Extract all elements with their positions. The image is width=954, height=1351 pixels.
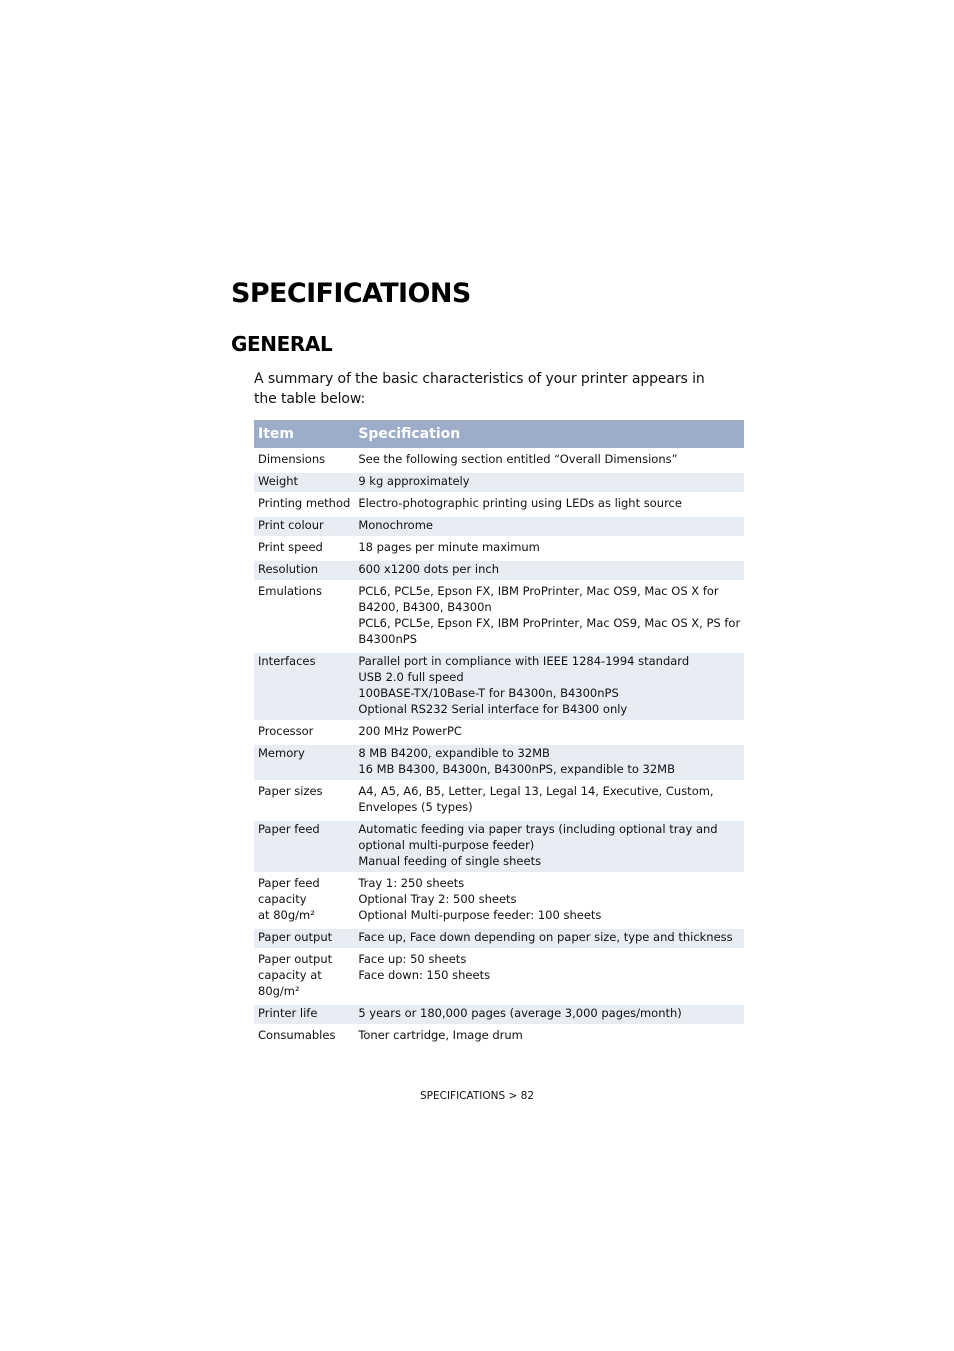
specifications-table: [254, 420, 744, 1046]
specification-text: Optional RS232 Serial interface for B4300 only: [358, 702, 628, 716]
specification-text: Monochrome: [358, 518, 433, 532]
specification-cell: [354, 1026, 744, 1047]
item-text: Print speed: [258, 540, 323, 554]
specification-text: Envelopes (5 types): [358, 800, 473, 814]
item-cell: [254, 744, 354, 782]
specification-cell: [354, 722, 744, 744]
table-row: [254, 538, 744, 560]
specification-text: Automatic feeding via paper trays (including optional tray and: [358, 822, 718, 836]
page-title: SPECIFICATIONS: [231, 278, 471, 309]
specification-text: Face up: 50 sheets: [358, 952, 467, 966]
specification-cell: [354, 1004, 744, 1026]
specification-text: Optional Tray 2: 500 sheets: [358, 892, 517, 906]
table-row: [254, 450, 744, 472]
specification-text: See the following section entitled “Overall Dimensions”: [358, 452, 678, 466]
table-row: [254, 744, 744, 782]
specification-cell: [354, 652, 744, 722]
section-heading: GENERAL: [231, 332, 333, 356]
item-text: at 80g/m²: [258, 908, 315, 922]
table-header-row: [254, 420, 744, 450]
item-cell: [254, 652, 354, 722]
item-text: Printing method: [258, 496, 351, 510]
specification-cell: [354, 744, 744, 782]
specification-text: USB 2.0 full speed: [358, 670, 464, 684]
specification-cell: [354, 928, 744, 950]
item-text: Paper output: [258, 952, 333, 966]
item-text: Memory: [258, 746, 305, 760]
item-text: Paper sizes: [258, 784, 323, 798]
table-row: [254, 874, 744, 928]
specification-text: Face up, Face down depending on paper size, type and thickness: [358, 930, 733, 944]
item-text: 80g/m²: [258, 984, 300, 998]
item-cell: [254, 928, 354, 950]
specification-text: Electro-photographic printing using LEDs as light source: [358, 496, 682, 510]
item-cell: [254, 516, 354, 538]
specification-text: Face down: 150 sheets: [358, 968, 491, 982]
specification-cell: [354, 538, 744, 560]
specification-text: A4, A5, A6, B5, Letter, Legal 13, Legal 14, Executive, Custom,: [358, 784, 714, 798]
table-row: [254, 782, 744, 820]
column-header-specification: Specification: [354, 420, 744, 450]
specification-text: 8 MB B4200, expandible to 32MB: [358, 746, 550, 760]
item-text: capacity: [258, 892, 307, 906]
specification-text: 18 pages per minute maximum: [358, 540, 540, 554]
specification-text: 9 kg approximately: [358, 474, 470, 488]
table-row: [254, 494, 744, 516]
item-text: Paper feed: [258, 822, 320, 836]
item-cell: [254, 582, 354, 652]
specification-text: PCL6, PCL5e, Epson FX, IBM ProPrinter, Mac OS9, Mac OS X for: [358, 584, 719, 598]
item-text: Resolution: [258, 562, 319, 576]
specification-text: Toner cartridge, Image drum: [358, 1028, 523, 1042]
specification-cell: [354, 782, 744, 820]
item-text: Paper feed: [258, 876, 320, 890]
item-cell: [254, 782, 354, 820]
specification-text: B4200, B4300, B4300n: [358, 600, 492, 614]
item-text: Interfaces: [258, 654, 316, 668]
table-row: [254, 560, 744, 582]
specification-text: B4300nPS: [358, 632, 417, 646]
specification-cell: [354, 472, 744, 494]
specification-text: Parallel port in compliance with IEEE 1284-1994 standard: [358, 654, 690, 668]
item-cell: [254, 1004, 354, 1026]
specification-text: Optional Multi-purpose feeder: 100 sheets: [358, 908, 602, 922]
specification-cell: [354, 820, 744, 874]
table-row: [254, 820, 744, 874]
item-cell: [254, 450, 354, 472]
item-cell: [254, 820, 354, 874]
specification-text: PCL6, PCL5e, Epson FX, IBM ProPrinter, Mac OS9, Mac OS X, PS for: [358, 616, 741, 630]
item-cell: [254, 538, 354, 560]
item-cell: [254, 494, 354, 516]
item-cell: [254, 560, 354, 582]
specification-text: 5 years or 180,000 pages (average 3,000 pages/month): [358, 1006, 682, 1020]
specification-cell: [354, 582, 744, 652]
specification-text: 200 MHz PowerPC: [358, 724, 462, 738]
table-row: [254, 950, 744, 1004]
page-footer: SPECIFICATIONS > 82: [419, 1090, 535, 1102]
specification-cell: [354, 494, 744, 516]
table-row: [254, 472, 744, 494]
specification-text: Manual feeding of single sheets: [358, 854, 542, 868]
table-row: [254, 928, 744, 950]
table-body: [254, 450, 744, 1047]
table-row: [254, 516, 744, 538]
column-header-item: Item: [254, 420, 354, 450]
specification-cell: [354, 560, 744, 582]
table-row: [254, 1004, 744, 1026]
intro-paragraph: A summary of the basic characteristics of your printer appears in the table below:: [254, 371, 705, 407]
specification-text: 600 x1200 dots per inch: [358, 562, 499, 576]
item-cell: [254, 874, 354, 928]
specification-cell: [354, 950, 744, 1004]
item-text: Print colour: [258, 518, 324, 532]
item-text: capacity at: [258, 968, 322, 982]
specification-text: 100BASE-TX/10Base-T for B4300n, B4300nPS: [358, 686, 619, 700]
specification-cell: [354, 450, 744, 472]
item-text: Paper output: [258, 930, 333, 944]
item-text: Emulations: [258, 584, 323, 598]
specification-cell: [354, 874, 744, 928]
specification-cell: [354, 516, 744, 538]
item-text: Printer life: [258, 1006, 318, 1020]
item-text: Consumables: [258, 1028, 336, 1042]
item-text: Processor: [258, 724, 314, 738]
specification-text: 16 MB B4300, B4300n, B4300nPS, expandible to 32MB: [358, 762, 675, 776]
table-row: [254, 722, 744, 744]
item-text: Dimensions: [258, 452, 326, 466]
item-cell: [254, 472, 354, 494]
table-row: [254, 1026, 744, 1047]
item-cell: [254, 1026, 354, 1047]
item-cell: [254, 950, 354, 1004]
item-text: Weight: [258, 474, 299, 488]
specification-text: optional multi-purpose feeder): [358, 838, 535, 852]
table-row: [254, 652, 744, 722]
specification-text: Tray 1: 250 sheets: [358, 876, 465, 890]
item-cell: [254, 722, 354, 744]
table-row: [254, 582, 744, 652]
